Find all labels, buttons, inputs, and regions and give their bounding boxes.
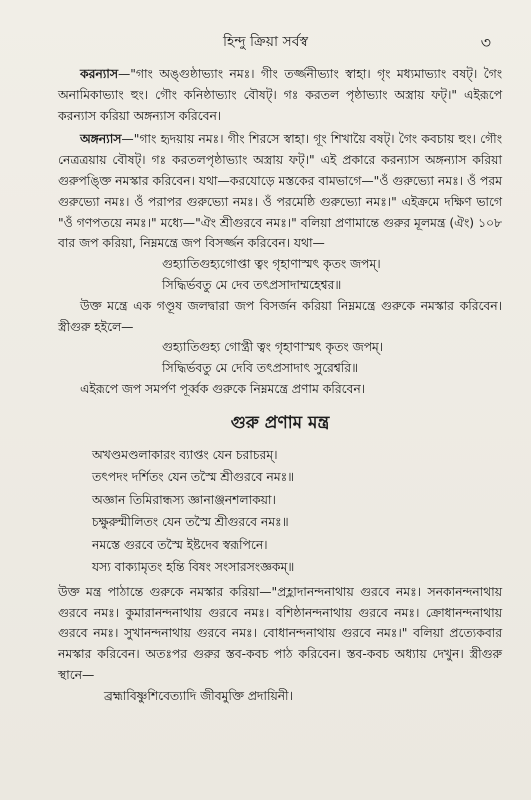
closing-verse-line: ব্রহ্মাবিষ্ণুশিবেত্যাদি জীবমুক্তি প্রদায়িনী। bbox=[104, 688, 293, 703]
mantra-line: অখণ্ডমণ্ডলাকারং ব্যাপ্তং যেন চরাচরম্। bbox=[92, 447, 278, 462]
karanyas-text: —"গাং অঙ্গুষ্ঠাভ্যাং নমঃ। গীং তর্জ্জনীভ্যাং স্বাহা। গৃং মধ্যমাভ্যাং বষট্। গৈং অনামিকাভ্যাং হুং। গৌং কনিষ্ঠাভ্যাং বৌষট্। গঃ করতল পৃষ্ঠাভ্যাং অস্ত্রায় ফট্।" এইরূপে করন্যাস করিয়া অঙ্গন্যাস করিবেন। bbox=[58, 67, 502, 123]
karanyas-paragraph bbox=[58, 64, 502, 126]
verse-line: গুহ্যাতিগুহ্য গোপ্ত্রী ত্বং গৃহাণাস্মৎ কৃতং জপম্। bbox=[162, 340, 384, 355]
anganyas-text: —"গাং হৃদয়ায় নমঃ। গীং শিরসে স্বাহা। গূং শিখায়ৈ বষট্। গৈং কবচায় হুং। গৌং নেত্রত্রয়ায় বৌষট্। গঃ করতলপৃষ্ঠাভ্যাং অস্ত্রায় ফট্।" এই প্রকারে করন্যাস অঙ্গন্যাস করিয়া গুরুপঙ্ক্তি নমস্কার করিবেন। যথা—করযোড়ে মস্তকের বামভাগে—"ওঁ গুরুভ্যো নমঃ। ওঁ পরম গুরুভ্যো নমঃ। ওঁ পরাপর গুরুভ্যো নমঃ। ওঁ পরমেষ্ঠি গুরুভ্যো নমঃ।" এইক্রমে দক্ষিণ ভাগে "ওঁ গণপতয়ে নমঃ।" মধ্যে—"ঐং শ্রীগুরবে নমঃ।" বলিয়া প্রণামান্তে গুরুর মূলমন্ত্র (ঐং) ১০৮ বার জপ করিয়া, নিম্নমন্ত্রে জপ বিসর্জ্জন করিবেন। যথা— bbox=[58, 132, 502, 251]
stri-guru-verse bbox=[58, 337, 502, 379]
paragraph-stri-guru: উক্ত মন্ত্রে এক গণ্ডূষ জলদ্বারা জপ বিসর্জন করিয়া নিম্নমন্ত্রে গুরুকে নমস্কার করিবেন। স্ত্রীগুরু হইলে— bbox=[58, 298, 502, 334]
paragraph-japa-samarpan: এইরূপে জপ সমর্পণ পূর্ব্বক গুরুকে নিম্নমন্ত্রে প্রণাম করিবেন। bbox=[80, 381, 366, 396]
page-header bbox=[0, 28, 531, 54]
mantra-line: নমস্তে গুরবে তস্মৈ ইষ্টদেব স্বরূপিনে। bbox=[92, 537, 268, 552]
anganyas-term: অঙ্গন্যাস bbox=[80, 132, 122, 147]
verse-line: সিদ্ধির্ভবতু মে দেবি তৎপ্রসাদাৎ সুরেশ্বরি॥ bbox=[162, 361, 359, 376]
japa-visarjan-verse bbox=[58, 254, 502, 296]
verse-line: সিদ্ধির্ভবতু মে দেব তৎপ্রসাদাম্মহেশ্বর॥ bbox=[162, 277, 342, 292]
page-number: ৩ bbox=[480, 33, 491, 52]
karanyas-term: করন্যাস bbox=[80, 67, 118, 81]
verse-line: গুহ্যাতিগুহ্যগোপ্তা ত্বং গৃহাণাস্মৎ কৃতং জপম্। bbox=[162, 257, 381, 272]
guru-pranam-mantra bbox=[58, 444, 502, 579]
mantra-line: অজ্ঞান তিমিরান্ধস্য জ্ঞানাঞ্জনশলাকয়া। bbox=[92, 492, 276, 507]
paragraph-guru-pankti: উক্ত মন্ত্র পাঠান্তে গুরুকে নমস্কার করিয়া—"প্রহ্লাদানন্দনাথায় গুরবে নমঃ। সনকানন্দনাথায় গুরবে নমঃ। কুমারানন্দনাথায় গুরবে নমঃ। বশিষ্ঠানন্দনাথায় গুরবে নমঃ। ক্রোধানন্দনাথায় গুরবে নমঃ। সুখানন্দনাথায় গুরবে নমঃ। বোধানন্দনাথায় গুরবে নমঃ।" বলিয়া প্রত্যেকবার নমস্কার করিবেন। অতঃপর গুরুর স্তব-কবচ পাঠ করিবেন। স্তব-কবচ অধ্যায় দেখুন। স্ত্রীগুরু স্থানে— bbox=[58, 584, 502, 682]
running-title: হিন্দু ক্রিয়া সর্বস্ব bbox=[222, 34, 309, 50]
page-body bbox=[58, 64, 502, 707]
mantra-line: চক্ষুরুন্মীলিতং যেন তস্মৈ শ্রীগুরবে নমঃ॥ bbox=[92, 515, 289, 530]
section-heading: গুরু প্রণাম মন্ত্র bbox=[230, 412, 330, 433]
mantra-line: যস্য বাক্যামৃতং হন্তি বিষং সংসারসংজ্ঞকম্॥ bbox=[92, 560, 295, 575]
mantra-line: তৎপদং দর্শিতং যেন তস্মৈ শ্রীগুরবে নমঃ॥ bbox=[92, 470, 295, 485]
anganyas-paragraph bbox=[58, 129, 502, 254]
